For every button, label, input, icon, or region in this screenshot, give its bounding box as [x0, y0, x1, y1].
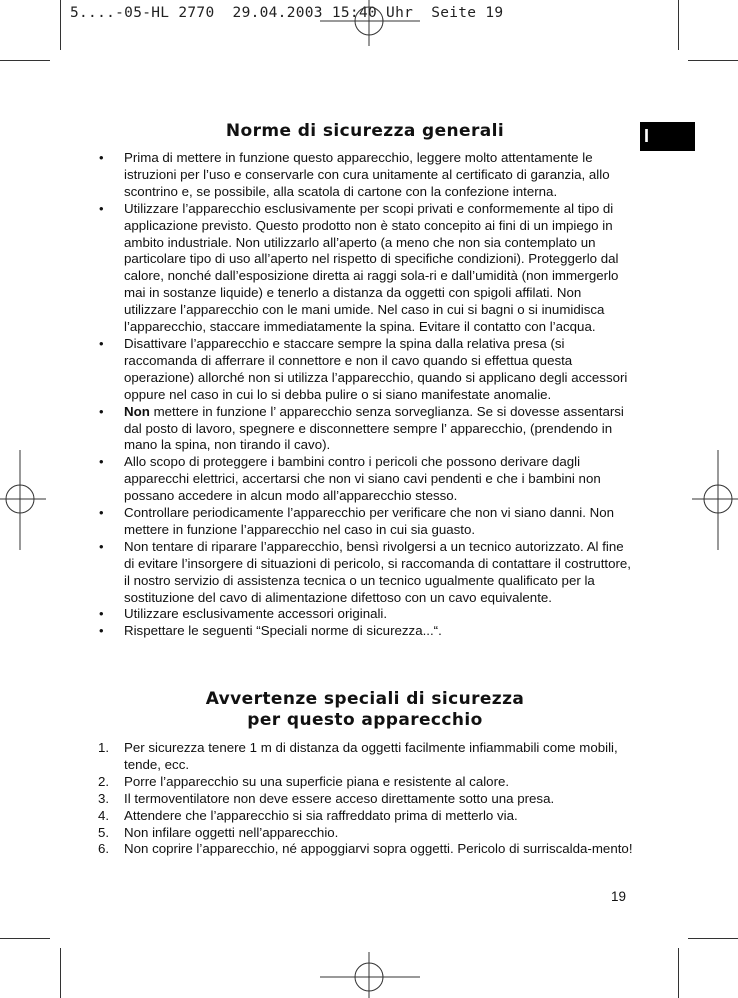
crop-mark	[688, 60, 738, 61]
registration-mark-top	[320, 0, 420, 46]
list-item	[98, 740, 636, 774]
crop-mark	[678, 0, 679, 50]
crop-mark	[60, 948, 61, 998]
item-number: 5.	[98, 824, 110, 840]
item-number: 6.	[98, 841, 110, 857]
section-title-general-safety: Norme di sicurezza generali	[225, 121, 505, 141]
list-item-text: mettere in funzione l’ apparecchio senza sorveglianza. Se si dovesse assentarsi dal posto di lavoro, spegnere e disconnettere sempre l’ apparecchio, (prendendo in mano la spina, non tirando il cavo).	[124, 403, 624, 453]
title-line-2: per questo apparecchio	[247, 710, 483, 730]
crop-mark	[678, 948, 679, 998]
page-number: 19	[611, 889, 627, 904]
bold-prefix: Non	[124, 403, 150, 419]
item-number: 2.	[98, 773, 110, 789]
list-item: • Controllare periodicamente l’apparecchio per verificare che non vi siano danni. Non mettere in funzione l’apparecchio nel caso in cui sia guasto.	[98, 505, 636, 539]
registration-mark-right	[692, 450, 738, 550]
print-header: 5....-05-HL 2770 29.04.2003 15:40 Uhr Seite 19	[70, 5, 504, 21]
safety-list	[98, 150, 636, 640]
list-item	[98, 404, 636, 455]
item-text: Per sicurezza tenere 1 m di distanza da oggetti facilmente infiammabili come mobili, tende, ecc.	[124, 740, 618, 772]
item-number: 1.	[98, 740, 110, 755]
crop-mark	[688, 938, 738, 939]
list-item: • Rispettare le seguenti “Speciali norme di sicurezza...“.	[98, 623, 636, 640]
item-text: Non coprire l’apparecchio, né appoggiarvi sopra oggetti. Pericolo di surriscalda-mento!	[124, 841, 633, 857]
crop-mark	[60, 0, 61, 50]
item-text: Attendere che l’apparecchio si sia raffreddato prima di metterlo via.	[124, 807, 518, 823]
crop-mark	[0, 60, 50, 61]
item-text: Il termoventilatore non deve essere acceso direttamente sotto una presa.	[124, 790, 555, 806]
item-text: Porre l’apparecchio su una superficie piana e resistente al calore.	[124, 773, 510, 789]
list-item: • Disattivare l’apparecchio e staccare sempre la spina dalla relativa presa (si raccomanda di afferrare il connettore e non il cavo quando si effettua questa operazione) allorché non si utilizza l’apparecchio, quando si applicano degli accessori oppure nel caso in cui lo si debba pulire o si siano manifestate anomalie.	[98, 336, 636, 404]
list-item: • Non tentare di riparare l’apparecchio, bensì rivolgersi a un tecnico autorizzato. Al fine di evitare l’insorgere di situazioni di pericolo, si raccomanda di contattare il costruttore, il nostro servizio di assistenza tecnica o un tecnico ugualmente qualificato per la sostituzione del cavo di alimentazione difettoso con un cavo equivalente.	[98, 539, 636, 607]
registration-mark-left	[0, 450, 46, 550]
item-number: 4.	[98, 807, 110, 823]
list-item: • Utilizzare esclusivamente accessori originali.	[98, 606, 636, 623]
special-warnings-list	[98, 740, 636, 858]
list-item: • Allo scopo di proteggere i bambini contro i pericoli che possono derivare dagli apparecchi elettrici, accertarsi che non vi siano cavi pendenti e che i bambini non possano accedere in alcun modo all’apparecchio stesso.	[98, 454, 636, 505]
item-text: Non infilare oggetti nell’apparecchio.	[124, 824, 339, 840]
registration-mark-bottom	[320, 952, 420, 998]
item-number: 3.	[98, 790, 110, 806]
crop-mark	[0, 938, 50, 939]
list-item: • Utilizzare l’apparecchio esclusivamente per scopi privati e conformemente al tipo di applicazione previsto. Questo prodotto non è stato concepito ai fini di un impiego in ambito industriale. Non utilizzarlo all’aperto (a meno che non sia contemplato un particolare tipo di uso all’aperto nel rispetto di specifiche condizioni). Proteggerlo dal calore, nonché dall’esposizione diretta ai raggi sola-ri e dall’umidità (non immergerlo mai in sostanze liquide) e tenerlo a distanza da oggetti con spigoli affilati. Non utilizzare l’apparecchio con le mani umide. Nel caso in cui si bagni o si inumidisca l’apparecchio, staccare immediatamente la spina. Evitare il contatto con l’acqua.	[98, 201, 636, 336]
section-title-special-warnings	[100, 689, 630, 731]
language-tab: I	[640, 122, 695, 151]
list-item	[98, 791, 636, 808]
list-item	[98, 774, 636, 791]
list-item: • Prima di mettere in funzione questo apparecchio, leggere molto attentamente le istruzioni per l’uso e conservarle con cura unitamente al certificato di garanzia, allo scontrino e, se possibile, alla scatola di cartone con la confezione interna.	[98, 150, 636, 201]
list-item	[98, 808, 636, 825]
list-item	[98, 825, 636, 842]
list-item	[98, 841, 636, 858]
title-line-1: Avvertenze speciali di sicurezza	[205, 689, 525, 709]
